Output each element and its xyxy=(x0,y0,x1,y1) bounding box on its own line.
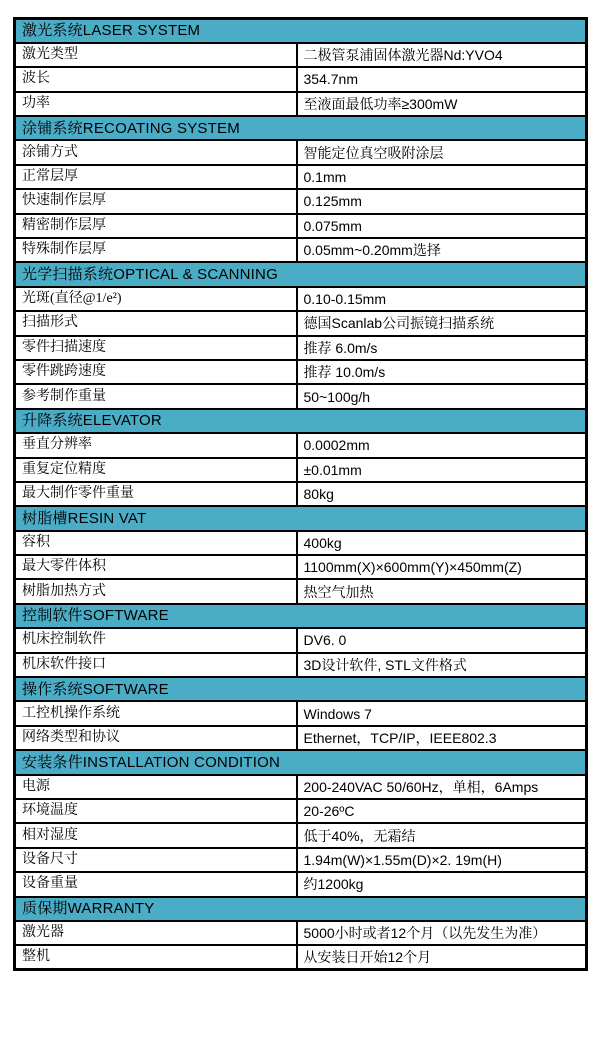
spec-value: 推荐 6.0m/s xyxy=(297,336,587,360)
spec-label: 参考制作重量 xyxy=(15,384,297,408)
spec-value: 至液面最低功率≥300mW xyxy=(297,92,587,116)
spec-value: 200-240VAC 50/60Hz，单相，6Amps xyxy=(297,775,587,799)
section-header: 安装条件INSTALLATION CONDITION xyxy=(15,750,587,774)
spec-row xyxy=(15,872,587,896)
spec-label: 机床控制软件 xyxy=(15,628,297,652)
spec-value: 80kg xyxy=(297,482,587,506)
section-header-row xyxy=(15,897,587,921)
spec-value: 低于40%，无霜结 xyxy=(297,823,587,847)
section-header: 操作系统SOFTWARE xyxy=(15,677,587,701)
spec-row xyxy=(15,433,587,457)
spec-label: 垂直分辨率 xyxy=(15,433,297,457)
spec-row xyxy=(15,311,587,335)
spec-row xyxy=(15,848,587,872)
spec-label: 正常层厚 xyxy=(15,165,297,189)
spec-label: 容积 xyxy=(15,531,297,555)
spec-label: 整机 xyxy=(15,945,297,969)
spec-row xyxy=(15,67,587,91)
spec-row xyxy=(15,799,587,823)
spec-label: 树脂加热方式 xyxy=(15,579,297,603)
spec-row xyxy=(15,165,587,189)
spec-row xyxy=(15,43,587,67)
spec-value: Windows 7 xyxy=(297,701,587,725)
section-header: 涂铺系统RECOATING SYSTEM xyxy=(15,116,587,140)
spec-label: 激光器 xyxy=(15,921,297,945)
spec-row xyxy=(15,140,587,164)
spec-label: 零件跳跨速度 xyxy=(15,360,297,384)
spec-row xyxy=(15,214,587,238)
spec-row xyxy=(15,555,587,579)
section-header: 升降系统ELEVATOR xyxy=(15,409,587,433)
spec-row xyxy=(15,823,587,847)
section-header: 光学扫描系统OPTICAL & SCANNING xyxy=(15,262,587,286)
spec-value: 0.05mm~0.20mm选择 xyxy=(297,238,587,262)
spec-value: Ethernet，TCP/IP，IEEE802.3 xyxy=(297,726,587,750)
spec-row xyxy=(15,921,587,945)
spec-value: 推荐 10.0m/s xyxy=(297,360,587,384)
spec-value: 约1200kg xyxy=(297,872,587,896)
spec-table xyxy=(13,17,588,971)
spec-value: 5000小时或者12个月（以先发生为准） xyxy=(297,921,587,945)
spec-label: 激光类型 xyxy=(15,43,297,67)
spec-value: 3D设计软件, STL文件格式 xyxy=(297,653,587,677)
spec-value: 热空气加热 xyxy=(297,579,587,603)
spec-label: 精密制作层厚 xyxy=(15,214,297,238)
spec-value: DV6. 0 xyxy=(297,628,587,652)
spec-value: 1100mm(X)×600mm(Y)×450mm(Z) xyxy=(297,555,587,579)
spec-label: 相对湿度 xyxy=(15,823,297,847)
section-header-row xyxy=(15,19,587,43)
spec-value: 0.1mm xyxy=(297,165,587,189)
section-header-row xyxy=(15,116,587,140)
section-header: 树脂槽RESIN VAT xyxy=(15,506,587,530)
spec-label: 特殊制作层厚 xyxy=(15,238,297,262)
spec-label: 波长 xyxy=(15,67,297,91)
spec-label: 功率 xyxy=(15,92,297,116)
spec-label: 设备尺寸 xyxy=(15,848,297,872)
spec-row xyxy=(15,628,587,652)
spec-label: 快速制作层厚 xyxy=(15,189,297,213)
spec-row xyxy=(15,360,587,384)
spec-row xyxy=(15,653,587,677)
spec-value: 二极管泵浦固体激光器Nd:YVO4 xyxy=(297,43,587,67)
spec-row xyxy=(15,531,587,555)
spec-row xyxy=(15,579,587,603)
section-header-row xyxy=(15,604,587,628)
spec-value: 354.7nm xyxy=(297,67,587,91)
section-header: 质保期WARRANTY xyxy=(15,897,587,921)
spec-row xyxy=(15,945,587,969)
spec-row xyxy=(15,701,587,725)
spec-row xyxy=(15,92,587,116)
spec-row xyxy=(15,189,587,213)
section-header-row xyxy=(15,750,587,774)
section-header-row xyxy=(15,262,587,286)
spec-label: 涂铺方式 xyxy=(15,140,297,164)
spec-row xyxy=(15,458,587,482)
section-header: 激光系统LASER SYSTEM xyxy=(15,19,587,43)
spec-value: 从安装日开始12个月 xyxy=(297,945,587,969)
spec-value: ±0.01mm xyxy=(297,458,587,482)
spec-value: 20-26ºC xyxy=(297,799,587,823)
spec-row xyxy=(15,238,587,262)
section-header-row xyxy=(15,677,587,701)
spec-row xyxy=(15,384,587,408)
spec-label: 机床软件接口 xyxy=(15,653,297,677)
spec-value: 智能定位真空吸附涂层 xyxy=(297,140,587,164)
spec-table-body xyxy=(15,19,587,970)
spec-value: 0.075mm xyxy=(297,214,587,238)
section-header: 控制软件SOFTWARE xyxy=(15,604,587,628)
spec-value: 1.94m(W)×1.55m(D)×2. 19m(H) xyxy=(297,848,587,872)
spec-label: 工控机操作系统 xyxy=(15,701,297,725)
spec-value: 0.0002mm xyxy=(297,433,587,457)
spec-row xyxy=(15,482,587,506)
spec-label: 光斑(直径@1/e²) xyxy=(15,287,297,311)
section-header-row xyxy=(15,409,587,433)
spec-row xyxy=(15,726,587,750)
spec-label: 最大制作零件重量 xyxy=(15,482,297,506)
section-header-row xyxy=(15,506,587,530)
spec-label: 扫描形式 xyxy=(15,311,297,335)
spec-value: 0.10-0.15mm xyxy=(297,287,587,311)
spec-value: 50~100g/h xyxy=(297,384,587,408)
spec-label: 重复定位精度 xyxy=(15,458,297,482)
spec-label: 环境温度 xyxy=(15,799,297,823)
spec-label: 零件扫描速度 xyxy=(15,336,297,360)
spec-label: 最大零件体积 xyxy=(15,555,297,579)
spec-value: 德国Scanlab公司振镜扫描系统 xyxy=(297,311,587,335)
spec-row xyxy=(15,775,587,799)
spec-label: 设备重量 xyxy=(15,872,297,896)
spec-row xyxy=(15,336,587,360)
spec-label: 电源 xyxy=(15,775,297,799)
spec-value: 0.125mm xyxy=(297,189,587,213)
spec-value: 400kg xyxy=(297,531,587,555)
spec-row xyxy=(15,287,587,311)
spec-label: 网络类型和协议 xyxy=(15,726,297,750)
